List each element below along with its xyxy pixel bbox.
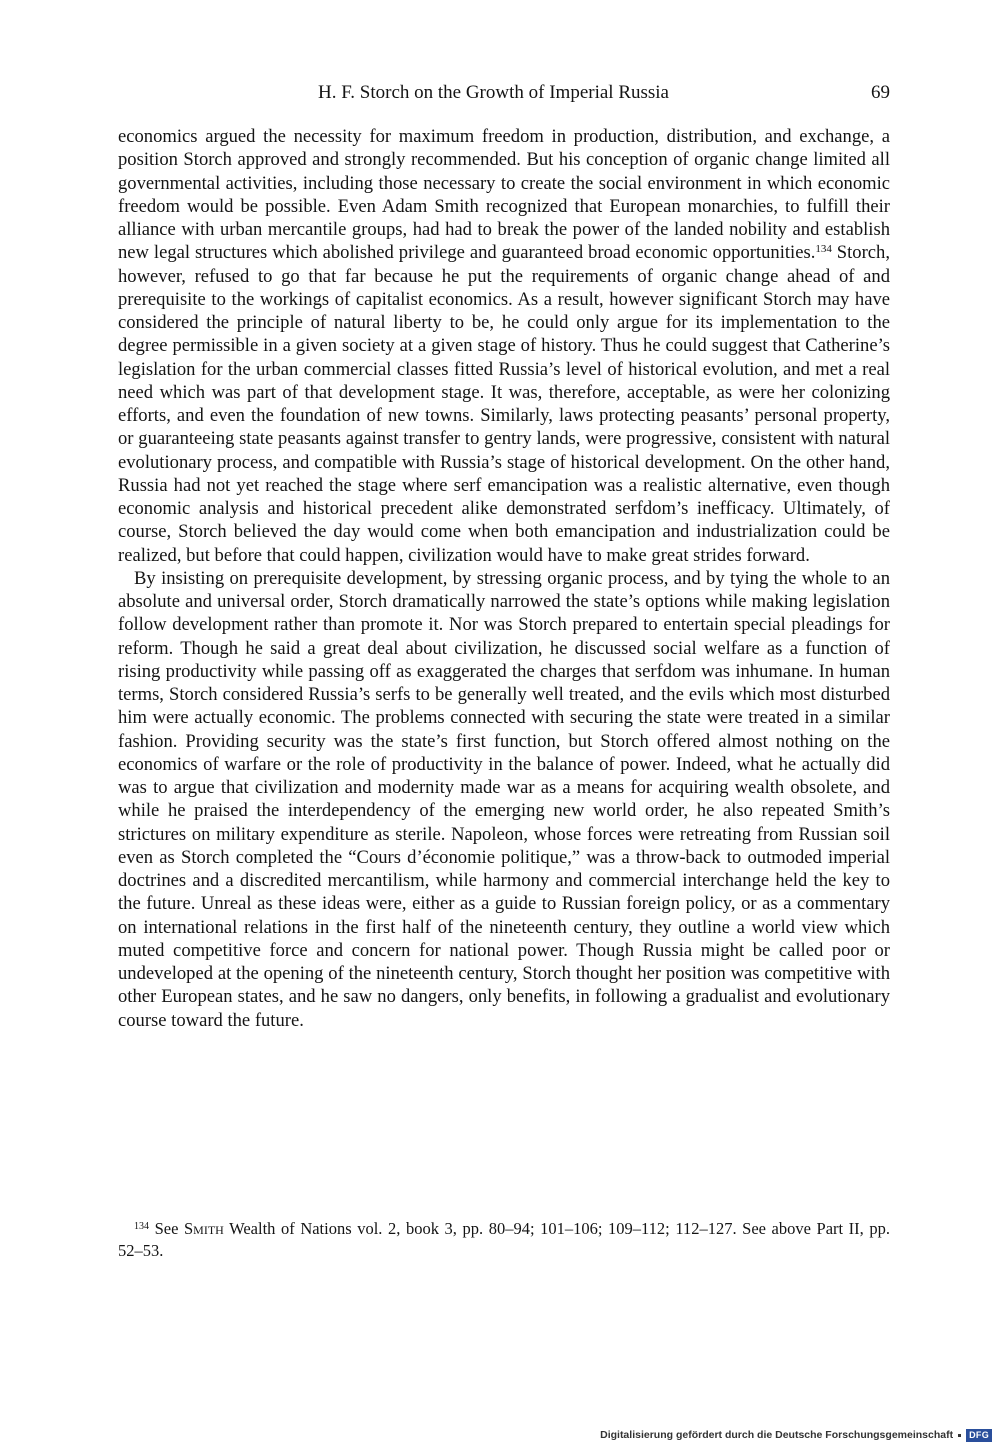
footnote-ref-134: 134 [815,243,832,256]
paragraph-1 [118,125,890,567]
body-text [118,125,890,1032]
footnote-134 [118,1218,890,1262]
page-number: 69 [871,82,890,103]
footnote-text: Wealth of Nations vol. 2, book 3, pp. 80–94; 101–106; 109–112; 112–127. See above Part II, pp. 52–53. [118,1219,890,1260]
paragraph-1-part-2: Storch, however, refused to go that far because he put the requirements of organic change ahead of and prerequisite to the workings of capitalist economics. As a result, however significant Storch may have considered the principle of natural liberty to be, he could only argue for its implementation to the degree permissible in a given society at a given stage of history. Thus he could suggest that Catherine’s legislation for the urban commercial classes fitted Russia’s level of historical evolution, and met a real need which was part of that development stage. It was, therefore, acceptable, as were her colonizing efforts, and even the foundation of new towns. Similarly, laws protecting peasants’ personal property, or guaranteeing state peasants against transfer to gentry lands, were progressive, consistent with natural evolutionary process, and compatible with Russia’s stage of historical development. On the other hand, Russia had not yet reached the stage where serf emancipation was a realistic alternative, even though economic analysis and historical precedent alike demonstrated serfdom’s inefficacy. Ultimately, of course, Storch believed the day would come when both emancipation and industrialization could be realized, but before that could happen, civilization would have to make great strides forward. [118,242,890,566]
footnote-see: See [149,1219,184,1238]
dfg-logo: DFG [966,1429,992,1442]
running-head [118,82,890,106]
paragraph-1-part-1: economics argued the necessity for maximum freedom in production, distribution, and exchange, a position Storch approved and strongly recommended. But his conception of organic change limited all governmental activities, including those necessary to create the social environment in which economic freedom would be possible. Even Adam Smith recognized that European monarchies, to fulfill their alliance with urban mercantile groups, had had to break the power of the landed nobility and establish new legal structures which abolished privilege and guaranteed broad economic opportunities. [118,126,890,264]
running-title: H. F. Storch on the Growth of Imperial Russia [318,82,669,103]
separator-dot [958,1434,961,1437]
paragraph-2 [118,567,890,1032]
credit-text: Digitalisierung gefördert durch die Deutsche Forschungsgemeinschaft [600,1429,954,1441]
footnote-number: 134 [134,1221,149,1232]
footnote-author: Smith [183,1219,224,1238]
digitization-credit [600,1428,992,1442]
paragraph-2-text: By insisting on prerequisite development, by stressing organic process, and by tying the whole to an absolute and universal order, Storch dramatically narrowed the state’s options while making legislation follow development rather than promote it. Nor was Storch prepared to entertain special pleadings for reform. Though he said a great deal about civilization, he discussed social welfare as a function of rising productivity while passing off as exaggerated the charges that serfdom was inhumane. In human terms, Storch considered Russia’s serfs to be generally well treated, and the evils which most disturbed him were actually economic. The problems connected with securing the state were treated in a similar fashion. Providing security was the state’s first function, but Storch offered almost nothing on the economics of warfare or the role of productivity in the balance of power. Indeed, what he actually did was to argue that civilization and modernity made war as a means for acquiring wealth obsolete, and while he praised the interdependency of the emerging new world order, he also repeated Smith’s strictures on military expenditure as sterile. Napoleon, whose forces were retreating from Russian soil even as Storch completed the “Cours d’économie politique,” was a throw-back to outmoded imperial doctrines and a discredited mercantilism, while harmony and commercial interchange held the key to the future. Unreal as these ideas were, either as a guide to Russian foreign policy, or as a commentary on international relations in the first half of the nineteenth century, they outline a world view which muted competitive force and concern for national power. Though Russia might be called poor or undeveloped at the opening of the nineteenth century, Storch thought her position was competitive with other European states, and he saw no dangers, only benefits, in following a gradualist and evolutionary course toward the future. [118,567,890,1031]
